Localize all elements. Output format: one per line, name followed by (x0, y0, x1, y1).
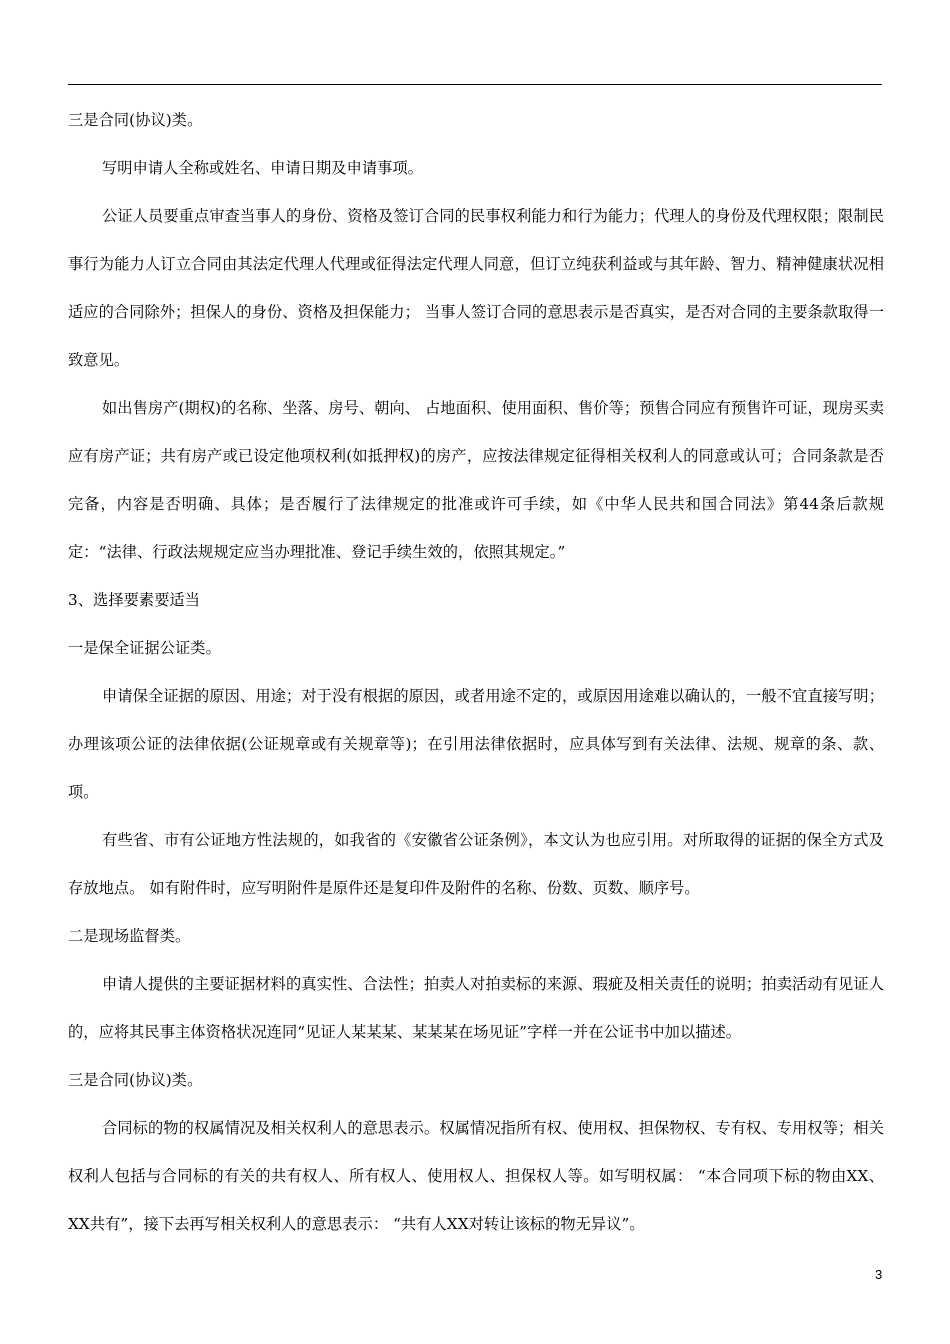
header-rule (68, 84, 882, 85)
paragraph: 合同标的物的权属情况及相关权利人的意思表示。权属情况指所有权、使用权、担保物权、专有权、专用权等；相关权利人包括与合同标的有关的共有权人、所有权人、使用权人、担保权人等。如写明权属： “本合同项下标的物由XX、XX共有”，接下去再写相关权利人的意思表示： “共有人XX对转让该标的物无异议”。 (68, 1119, 884, 1233)
paragraph: 三是合同(协议)类。 (68, 111, 203, 129)
page-number: 3 (875, 1267, 883, 1282)
document-body (68, 96, 884, 1248)
paragraph: 三是合同(协议)类。 (68, 1071, 203, 1089)
paragraph: 公证人员要重点审查当事人的身份、资格及签订合同的民事权利能力和行为能力；代理人的身份及代理权限；限制民事行为能力人订立合同由其法定代理人代理或征得法定代理人同意，但订立纯获利益或与其年龄、智力、精神健康状况相适应的合同除外；担保人的身份、资格及担保能力； 当事人签订合同的意思表示是否真实，是否对合同的主要条款取得一致意见。 (68, 207, 884, 369)
paragraph: 申请保全证据的原因、用途；对于没有根据的原因，或者用途不定的，或原因用途难以确认的，一般不宜直接写明； 办理该项公证的法律依据(公证规章或有关规章等)；在引用法律依据时，应具体写到有关法律、法规、规章的条、款、项。 (68, 687, 884, 801)
paragraph: 一是保全证据公证类。 (68, 639, 221, 657)
paragraph: 写明申请人全称或姓名、申请日期及申请事项。 (102, 159, 424, 177)
paragraph: 二是现场监督类。 (68, 927, 191, 945)
section-heading: 3、选择要素要适当 (68, 591, 201, 609)
paragraph: 有些省、市有公证地方性法规的，如我省的《安徽省公证条例》，本文认为也应引用。对所取得的证据的保全方式及存放地点。 如有附件时，应写明附件是原件还是复印件及附件的名称、份数、页数、顺序号。 (68, 831, 884, 897)
paragraph: 如出售房产(期权)的名称、坐落、房号、朝向、 占地面积、使用面积、售价等；预售合同应有预售许可证，现房买卖应有房产证；共有房产或已设定他项权利(如抵押权)的房产，应按法律规定征得相关权利人的同意或认可；合同条款是否完备，内容是否明确、具体；是否履行了法律规定的批准或许可手续，如《中华人民共和国合同法》第44条后款规定：“法律、行政法规规定应当办理批准、登记手续生效的，依照其规定。” (68, 399, 884, 561)
paragraph: 申请人提供的主要证据材料的真实性、合法性；拍卖人对拍卖标的来源、瑕疵及相关责任的说明；拍卖活动有见证人的，应将其民事主体资格状况连同“见证人某某某、某某某在场见证”字样一并在公证书中加以描述。 (68, 975, 884, 1041)
